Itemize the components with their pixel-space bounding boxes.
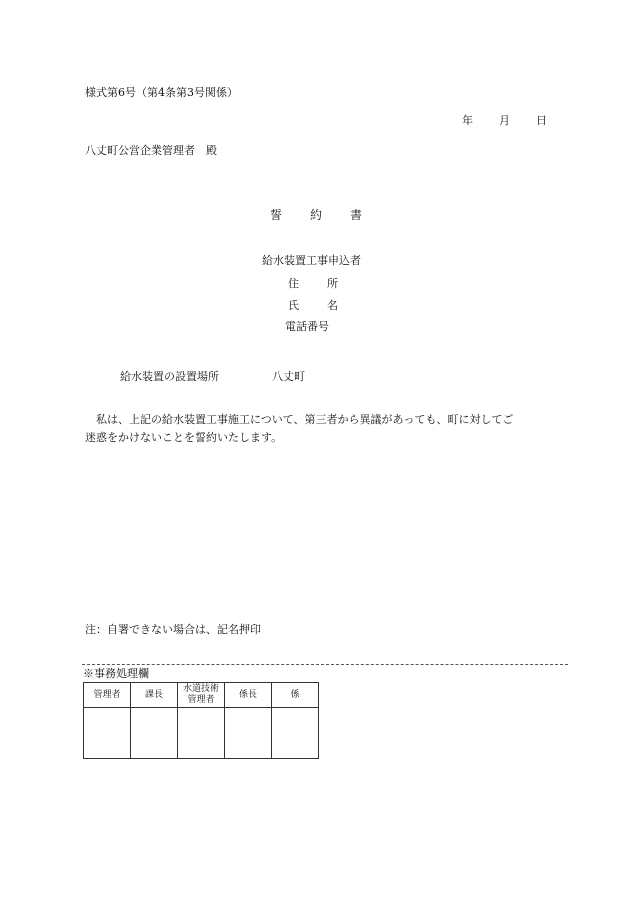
applicant-phone-label: 電話番号 [285, 320, 329, 333]
dashed-divider [82, 664, 568, 665]
address-char-2: 所 [327, 277, 338, 290]
office-table-header-row [84, 683, 319, 708]
title-char-1: 誓 [270, 208, 283, 222]
column-header-waterworks-engineer: 水道技術 管理者 [178, 683, 225, 708]
applicant-name-label [288, 299, 338, 314]
statement-line-2: 迷惑をかけないことを誓約いたします。 [85, 431, 283, 444]
stamp-cell-section-chief[interactable] [131, 708, 178, 759]
location-value: 八丈町 [272, 370, 305, 383]
column-header-subsection-chief: 係長 [225, 683, 272, 708]
date-day-label: 日 [536, 114, 547, 127]
addressee: 八丈町公営企業管理者 殿 [85, 144, 217, 157]
office-table-stamp-row [84, 708, 319, 759]
location-label: 給水装置の設置場所 [120, 370, 219, 383]
statement-line-1: 私は、上記の給水装置工事施工について、第三者から異議があっても、町に対してご [85, 413, 514, 426]
stamp-cell-waterworks-engineer[interactable] [178, 708, 225, 759]
pledge-statement [85, 411, 555, 447]
form-number: 様式第6号（第4条第3号関係） [85, 86, 238, 99]
column-header-section-chief: 課長 [131, 683, 178, 708]
column-header-staff: 係 [272, 683, 319, 708]
address-char-1: 住 [288, 277, 299, 290]
stamp-cell-staff[interactable] [272, 708, 319, 759]
applicant-address-label [288, 277, 338, 292]
document-title [270, 207, 362, 223]
title-char-2: 約 [310, 208, 323, 222]
column-header-manager: 管理者 [84, 683, 131, 708]
office-use-heading: ※事務処理欄 [83, 667, 149, 680]
name-char-2: 名 [327, 299, 338, 312]
date-month-label: 月 [499, 114, 510, 127]
office-use-table [83, 682, 319, 759]
signature-note: 注：自署できない場合は、記名押印 [85, 623, 261, 636]
name-char-1: 氏 [288, 299, 299, 312]
stamp-cell-subsection-chief[interactable] [225, 708, 272, 759]
applicant-heading: 給水装置工事申込者 [262, 254, 361, 267]
title-char-3: 書 [350, 208, 363, 222]
stamp-cell-manager[interactable] [84, 708, 131, 759]
date-year-label: 年 [462, 114, 473, 127]
date-line [462, 114, 547, 129]
